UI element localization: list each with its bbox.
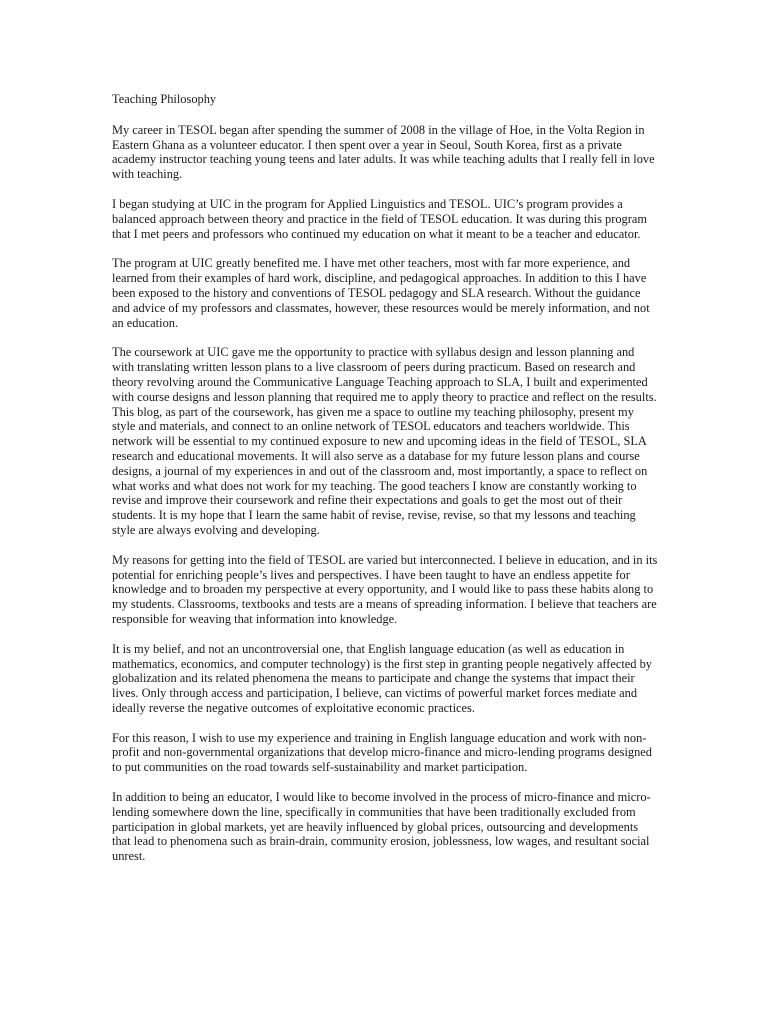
paragraph-coursework: The coursework at UIC gave me the opportunity to practice with syllabus design and lesson planning and with translating written lesson plans to a live classroom of peers during practicum. Based on research and theory revolving around the Communicative Language Teaching approach to SLA, I built and experimented with course designs and lesson planning that required me to apply theory to practice and reflect on the results. This blog, as part of the coursework, has given me a space to outline my teaching philosophy, present my style and materials, and connect to an online network of TESOL educators and teachers worldwide. This network will be essential to my continued exposure to new and upcoming ideas in the field of TESOL, SLA research and educational movements. It will also serve as a database for my future lesson plans and course designs, a journal of my experiences in and out of the classroom and, most importantly, a space to reflect on what works and what does not work for my teaching. The good teachers I know are constantly working to revise and improve their coursework and refine their expectations and goals to get the most out of their students. It is my hope that I learn the same habit of revise, revise, revise, so that my lessons and teaching style are always evolving and developing. [112,345,657,537]
document-title: Teaching Philosophy [112,92,217,106]
paragraph-reasons: My reasons for getting into the field of TESOL are varied but interconnected. I believe in education, and in its potential for enriching people’s lives and perspectives. I have been taught to have an endless appetite for knowledge and to broaden my perspective at every opportunity, and I would like to pass these habits along to my students. Classrooms, textbooks and tests are a means of spreading information. I believe that teachers are responsible for weaving that information into knowledge. [112,552,658,626]
document-body [112,92,658,879]
paragraph-career-start: My career in TESOL began after spending the summer of 2008 in the village of Hoe, in the Volta Region in Eastern Ghana as a volunteer educator. I then spent over a year in Seoul, South Korea, first as a private academy instructor teaching young teens and later adults. It was while teaching adults that I really fell in love with teaching. [112,122,655,182]
paragraph-belief: It is my belief, and not an uncontroversial one, that English language education (as well as education in mathematics, economics, and computer technology) is the first step in granting people negatively affected by globalization and its related phenomena the means to participate and change the systems that impact their lives. Only through access and participation, I believe, can victims of powerful market forces mediate and ideally reverse the negative outcomes of exploitative economic practices. [112,641,652,715]
paragraph-nonprofit-goals: For this reason, I wish to use my experience and training in English language education and work with non-profit and non-governmental organizations that develop micro-finance and micro-lending programs designed to put communities on the road towards self-sustainability and market participation. [112,730,652,775]
paragraph-uic-program: I began studying at UIC in the program for Applied Linguistics and TESOL. UIC’s program provides a balanced approach between theory and practice in the field of TESOL education. It was during this program that I met peers and professors who continued my education on what it meant to be a teacher and educator. [112,196,648,241]
paragraph-uic-benefits: The program at UIC greatly benefited me. I have met other teachers, most with far more experience, and learned from their examples of hard work, discipline, and pedagogical approaches. In addition to this I have been exposed to the history and conventions of TESOL pedagogy and SLA research. Without the guidance and advice of my professors and classmates, however, these resources would be merely information, and not an education. [112,256,650,330]
paragraph-micro-finance: In addition to being an educator, I would like to become involved in the process of micro-finance and micro-lending somewhere down the line, specifically in communities that have been traditionally excluded from participation in global markets, yet are heavily influenced by global prices, outsourcing and developments that lead to phenomena such as brain-drain, community erosion, joblessness, low wages, and resultant social unrest. [112,790,651,864]
